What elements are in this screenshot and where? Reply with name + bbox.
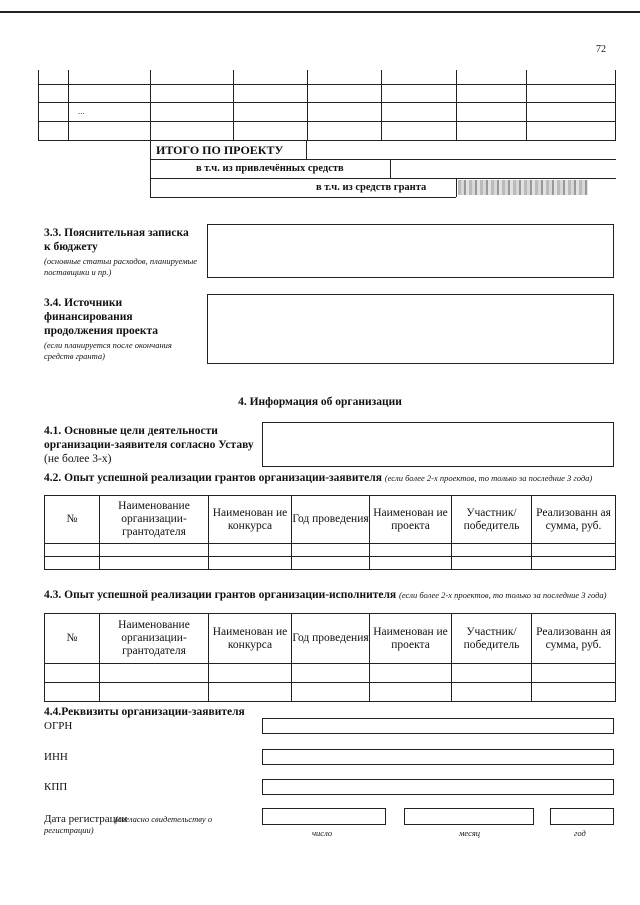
section-4-1-suffix: (не более 3-х) (44, 453, 112, 465)
month-caption: месяц (459, 828, 481, 838)
ogrn-field[interactable] (262, 718, 614, 734)
ogrn-label: ОГРН (44, 720, 73, 732)
col-year: Год проведения (292, 496, 370, 544)
attracted-funds-label: в т.ч. из привлечённых средств (196, 163, 344, 174)
section-4-3-title: 4.3. Опыт успешной реализации грантов организации-исполнителя (44, 589, 397, 601)
col-year: Год проведения (292, 614, 370, 664)
reg-month-field[interactable] (404, 808, 534, 825)
top-rule (0, 11, 640, 13)
reg-year-field[interactable] (550, 808, 614, 825)
day-caption: число (312, 828, 333, 838)
section-4-4-title: 4.4.Реквизиты организации-заявителя (44, 706, 245, 718)
section-4-title: 4. Информация об организации (238, 396, 402, 408)
section-4-2-note: (если более 2-х проектов, то только за последние 3 года) (384, 473, 593, 483)
ellipsis: ... (78, 106, 85, 116)
col-amount: Реализованн ая сумма, руб. (532, 496, 616, 544)
section-3-3-title: 3.3. Пояснительная записка к бюджету (44, 227, 189, 253)
kpp-label: КПП (44, 781, 68, 793)
total-label: ИТОГО ПО ПРОЕКТУ (156, 143, 284, 157)
col-contest: Наименован ие конкурса (209, 496, 292, 544)
inn-field[interactable] (262, 749, 614, 765)
col-contest: Наименован ие конкурса (209, 614, 292, 664)
year-caption: год (574, 828, 586, 838)
reg-date-label: Дата регистрации (44, 813, 128, 825)
col-amount: Реализованн ая сумма, руб. (532, 614, 616, 664)
reg-day-field[interactable] (262, 808, 386, 825)
executor-grants-table (44, 613, 616, 702)
col-number: № (45, 496, 100, 544)
explanatory-note-field[interactable] (207, 224, 614, 278)
table-row[interactable] (45, 544, 616, 557)
col-grantor: Наименование организации-грантодателя (100, 496, 209, 544)
section-3-4-title: 3.4. Источники финансирования продолжения проекта (44, 297, 158, 337)
section-3-3-note: (основные статьи расходов, планируемые поставщики и пр.) (44, 256, 198, 277)
col-role: Участник/ победитель (452, 614, 532, 664)
table-row[interactable] (45, 557, 616, 570)
reg-date-note: (согласно свидетельству о регистрации) (44, 814, 213, 835)
col-grantor: Наименование организации-грантодателя (100, 614, 209, 664)
section-4-1-title: 4.1. Основные цели деятельности организации-заявителя согласно Уставу (44, 425, 254, 451)
table-row[interactable] (45, 683, 616, 702)
col-project: Наименован ие проекта (370, 496, 452, 544)
redacted-stamp (458, 180, 588, 195)
goals-field[interactable] (262, 422, 614, 467)
grant-funds-label: в т.ч. из средств гранта (316, 182, 427, 193)
section-4-3-note: (если более 2-х проектов, то только за последние 3 года) (399, 590, 607, 600)
section-4-2-title: 4.2. Опыт успешной реализации грантов организации-заявителя (44, 472, 382, 484)
col-project: Наименован ие проекта (370, 614, 452, 664)
col-role: Участник/ победитель (452, 496, 532, 544)
financing-sources-field[interactable] (207, 294, 614, 364)
applicant-grants-table (44, 495, 616, 570)
table-row[interactable] (45, 664, 616, 683)
inn-label: ИНН (44, 751, 68, 763)
page-number: 72 (596, 44, 606, 55)
kpp-field[interactable] (262, 779, 614, 795)
section-3-4-note: (если планируется после окончания средств гранта) (44, 340, 172, 361)
col-number: № (45, 614, 100, 664)
